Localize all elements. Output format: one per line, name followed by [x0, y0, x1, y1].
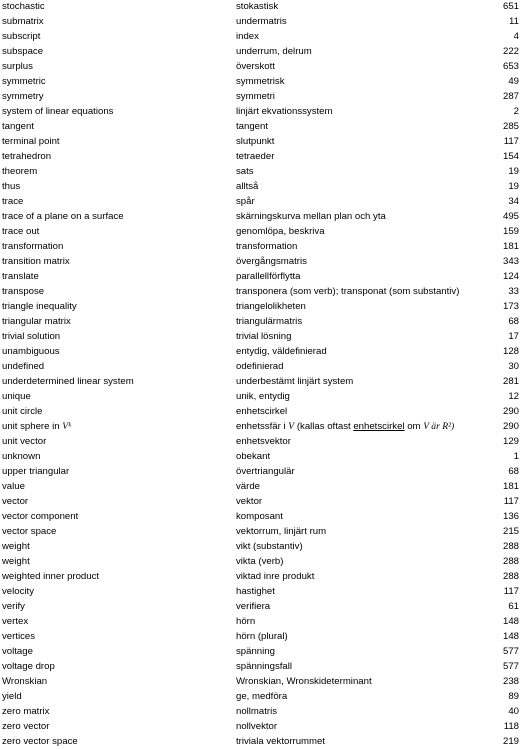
glossary-row: [0, 89, 521, 104]
page-number: 281: [502, 376, 519, 387]
page-number: 148: [502, 631, 519, 642]
english-term: system of linear equations: [2, 106, 114, 117]
english-term: unique: [2, 391, 31, 402]
glossary-row: [0, 734, 521, 749]
swedish-term: spänningsfall: [236, 661, 293, 672]
english-term: unambiguous: [2, 346, 60, 357]
swedish-term: övergångsmatris: [236, 256, 307, 267]
page-number: 12: [508, 391, 519, 402]
glossary-row: [0, 479, 521, 494]
swedish-term: triviala vektorrummet: [236, 736, 326, 747]
glossary-row: [0, 509, 521, 524]
swedish-term: symmetri: [236, 91, 275, 102]
english-term: unit circle: [2, 406, 43, 417]
swedish-term: ge, medföra: [236, 691, 288, 702]
glossary-row: [0, 539, 521, 554]
page-number: 181: [502, 481, 519, 492]
glossary-row: [0, 644, 521, 659]
swedish-term: symmetrisk: [236, 76, 285, 87]
swedish-term: Wronskian, Wronskideterminant: [236, 676, 372, 687]
english-term: symmetric: [2, 76, 46, 87]
page-number: 653: [502, 61, 519, 72]
page-number: 181: [502, 241, 519, 252]
english-term: trace out: [2, 226, 40, 237]
swedish-term: nollmatris: [236, 706, 278, 717]
swedish-term: stokastisk: [236, 1, 279, 12]
glossary-row: [0, 464, 521, 479]
swedish-term: entydig, väldefinierad: [236, 346, 327, 357]
page-number: 89: [508, 691, 519, 702]
glossary-row: [0, 374, 521, 389]
swedish-term: trivial lösning: [236, 331, 292, 342]
english-term: vertex: [2, 616, 29, 627]
glossary-row: [0, 269, 521, 284]
page-number: 290: [502, 406, 519, 417]
english-term: vector space: [2, 526, 57, 537]
page-number: 173: [502, 301, 519, 312]
english-term: vector: [2, 496, 29, 507]
page-number: 343: [502, 256, 519, 267]
glossary-row: [0, 419, 521, 434]
page-number: 17: [508, 331, 519, 342]
glossary-row: [0, 29, 521, 44]
page-number: 215: [502, 526, 519, 537]
english-term: trace: [2, 196, 24, 207]
swedish-term: tetraeder: [236, 151, 275, 162]
glossary-row: [0, 704, 521, 719]
page-number: 148: [502, 616, 519, 627]
page-number: 118: [503, 721, 519, 732]
page-number: 222: [502, 46, 519, 57]
glossary-row: [0, 104, 521, 119]
page-number: 136: [502, 511, 519, 522]
swedish-term: hastighet: [236, 586, 275, 597]
glossary-row: [0, 614, 521, 629]
english-term: weight: [2, 541, 30, 552]
english-term: underdetermined linear system: [2, 376, 134, 387]
swedish-term: alltså: [236, 181, 259, 192]
english-term: verify: [2, 601, 25, 612]
page-number: 30: [508, 361, 519, 372]
page-number: 285: [502, 121, 519, 132]
glossary-row: [0, 554, 521, 569]
glossary-row: [0, 494, 521, 509]
swedish-term: vektorrum, linjärt rum: [236, 526, 327, 537]
swedish-term: unik, entydig: [236, 391, 290, 402]
swedish-term: transponera (som verb); transponat (som substantiv): [236, 286, 460, 297]
page-number: 34: [508, 196, 519, 207]
swedish-term: komposant: [236, 511, 283, 522]
glossary-row: [0, 434, 521, 449]
english-term: symmetry: [2, 91, 44, 102]
page-number: 19: [508, 181, 519, 192]
glossary-row: [0, 254, 521, 269]
glossary-row: [0, 389, 521, 404]
glossary-row: [0, 359, 521, 374]
glossary-row: [0, 299, 521, 314]
page-number: 577: [502, 661, 519, 672]
page-number: 2: [513, 106, 519, 117]
english-term: voltage drop: [2, 661, 55, 672]
english-term: zero vector: [2, 721, 50, 732]
english-term: undefined: [2, 361, 45, 372]
english-term: thus: [2, 181, 21, 192]
english-term: transformation: [2, 241, 64, 252]
swedish-term: obekant: [236, 451, 271, 462]
swedish-term: parallellförflytta: [236, 271, 301, 282]
swedish-term: skärningskurva mellan plan och yta: [236, 211, 386, 222]
swedish-term: värde: [236, 481, 260, 492]
glossary-row: [0, 404, 521, 419]
glossary-row: [0, 314, 521, 329]
glossary-row: [0, 524, 521, 539]
english-term: theorem: [2, 166, 38, 177]
swedish-term: slutpunkt: [236, 136, 275, 147]
page-number: 117: [503, 136, 519, 147]
glossary-row: [0, 179, 521, 194]
glossary-row: [0, 194, 521, 209]
english-term: yield: [2, 691, 22, 702]
english-term: submatrix: [2, 16, 44, 27]
math-symbol: Vᵏ: [62, 421, 71, 432]
page-number: 651: [502, 1, 519, 12]
glossary-row: [0, 659, 521, 674]
page-number: 68: [508, 466, 519, 477]
swedish-term: linjärt ekvationssystem: [236, 106, 333, 117]
page-number: 495: [502, 211, 519, 222]
english-term: translate: [2, 271, 39, 282]
glossary-row: [0, 59, 521, 74]
english-term: unit sphere in Vᵏ: [2, 421, 71, 432]
glossary-row: [0, 674, 521, 689]
swedish-term: verifiera: [236, 601, 271, 612]
swedish-term: transformation: [236, 241, 298, 252]
glossary-row: [0, 44, 521, 59]
swedish-term: enhetscirkel: [236, 406, 288, 417]
swedish-term: hörn (plural): [236, 631, 288, 642]
swedish-term: övertriangulär: [236, 466, 295, 477]
english-term: terminal point: [2, 136, 60, 147]
swedish-term: spänning: [236, 646, 275, 657]
glossary-row: [0, 629, 521, 644]
swedish-term: nollvektor: [236, 721, 278, 732]
glossary-row: [0, 449, 521, 464]
glossary-row: [0, 584, 521, 599]
page-number: 11: [509, 16, 519, 27]
page-number: 287: [502, 91, 519, 102]
page-number: 61: [508, 601, 519, 612]
page-number: 288: [502, 541, 519, 552]
english-term: triangular matrix: [2, 316, 71, 327]
glossary-row: [0, 14, 521, 29]
glossary-row: [0, 224, 521, 239]
page-number: 159: [502, 226, 519, 237]
page-number: 4: [513, 31, 519, 42]
glossary-row: [0, 164, 521, 179]
page-number: 40: [508, 706, 519, 717]
page-number: 238: [502, 676, 519, 687]
underlined-term: enhetscirkel: [353, 421, 405, 432]
english-term: upper triangular: [2, 466, 70, 477]
glossary-row: [0, 149, 521, 164]
page-number: 68: [508, 316, 519, 327]
page-number: 288: [502, 556, 519, 567]
swedish-term: vektor: [236, 496, 263, 507]
page-number: 1: [513, 451, 519, 462]
page-number: 288: [502, 571, 519, 582]
page-number: 49: [508, 76, 519, 87]
swedish-term: odefinierad: [236, 361, 284, 372]
page-number: 117: [503, 496, 519, 507]
english-term: value: [2, 481, 25, 492]
swedish-term: enhetsvektor: [236, 436, 291, 447]
swedish-term: triangulärmatris: [236, 316, 303, 327]
english-term: stochastic: [2, 1, 45, 12]
english-term: weight: [2, 556, 30, 567]
english-term: voltage: [2, 646, 33, 657]
swedish-term: hörn: [236, 616, 256, 627]
swedish-term: index: [236, 31, 259, 42]
page-number: 128: [502, 346, 519, 357]
page-number: 19: [508, 166, 519, 177]
page-number: 154: [502, 151, 519, 162]
english-term: tangent: [2, 121, 35, 132]
glossary-row: [0, 344, 521, 359]
english-term: triangle inequality: [2, 301, 77, 312]
english-term: zero vector space: [2, 736, 78, 747]
page-number: 219: [502, 736, 519, 747]
swedish-term: viktad inre produkt: [236, 571, 315, 582]
english-term: trace of a plane on a surface: [2, 211, 124, 222]
english-term: weighted inner product: [2, 571, 100, 582]
glossary-row: [0, 284, 521, 299]
page-number: 33: [508, 286, 519, 297]
swedish-term: triangelolikheten: [236, 301, 306, 312]
english-term: transition matrix: [2, 256, 70, 267]
swedish-term: enhetssfär i V (kallas oftast enhetscirkel om V är R²): [236, 421, 455, 432]
glossary-row: [0, 329, 521, 344]
english-term: unknown: [2, 451, 41, 462]
glossary-row: [0, 569, 521, 584]
glossary-row: [0, 239, 521, 254]
swedish-term: underbestämt linjärt system: [236, 376, 354, 387]
glossary-row: [0, 0, 521, 14]
swedish-term: överskott: [236, 61, 275, 72]
swedish-term: vikta (verb): [236, 556, 284, 567]
english-term: surplus: [2, 61, 33, 72]
swedish-term: spår: [236, 196, 255, 207]
glossary-row: [0, 689, 521, 704]
english-term: Wronskian: [2, 676, 48, 687]
swedish-term: tangent: [236, 121, 269, 132]
english-term: unit vector: [2, 436, 47, 447]
glossary-row: [0, 74, 521, 89]
page-number: 124: [502, 271, 519, 282]
english-term: velocity: [2, 586, 34, 597]
english-term: trivial solution: [2, 331, 61, 342]
swedish-term: vikt (substantiv): [236, 541, 303, 552]
swedish-term: genomlöpa, beskriva: [236, 226, 325, 237]
page-number: 129: [502, 436, 519, 447]
glossary-row: [0, 719, 521, 734]
glossary-row: [0, 599, 521, 614]
page-number: 577: [502, 646, 519, 657]
english-term: tetrahedron: [2, 151, 52, 162]
glossary-row: [0, 119, 521, 134]
english-term: zero matrix: [2, 706, 50, 717]
page-number: 290: [502, 421, 519, 432]
page-number: 117: [503, 586, 519, 597]
english-term: vector component: [2, 511, 79, 522]
english-term: subspace: [2, 46, 44, 57]
swedish-term: undermatris: [236, 16, 287, 27]
swedish-term: underrum, delrum: [236, 46, 312, 57]
glossary-row: [0, 209, 521, 224]
english-term: subscript: [2, 31, 41, 42]
english-term: vertices: [2, 631, 36, 642]
english-term: transpose: [2, 286, 45, 297]
glossary-row: [0, 134, 521, 149]
swedish-term: sats: [236, 166, 254, 177]
